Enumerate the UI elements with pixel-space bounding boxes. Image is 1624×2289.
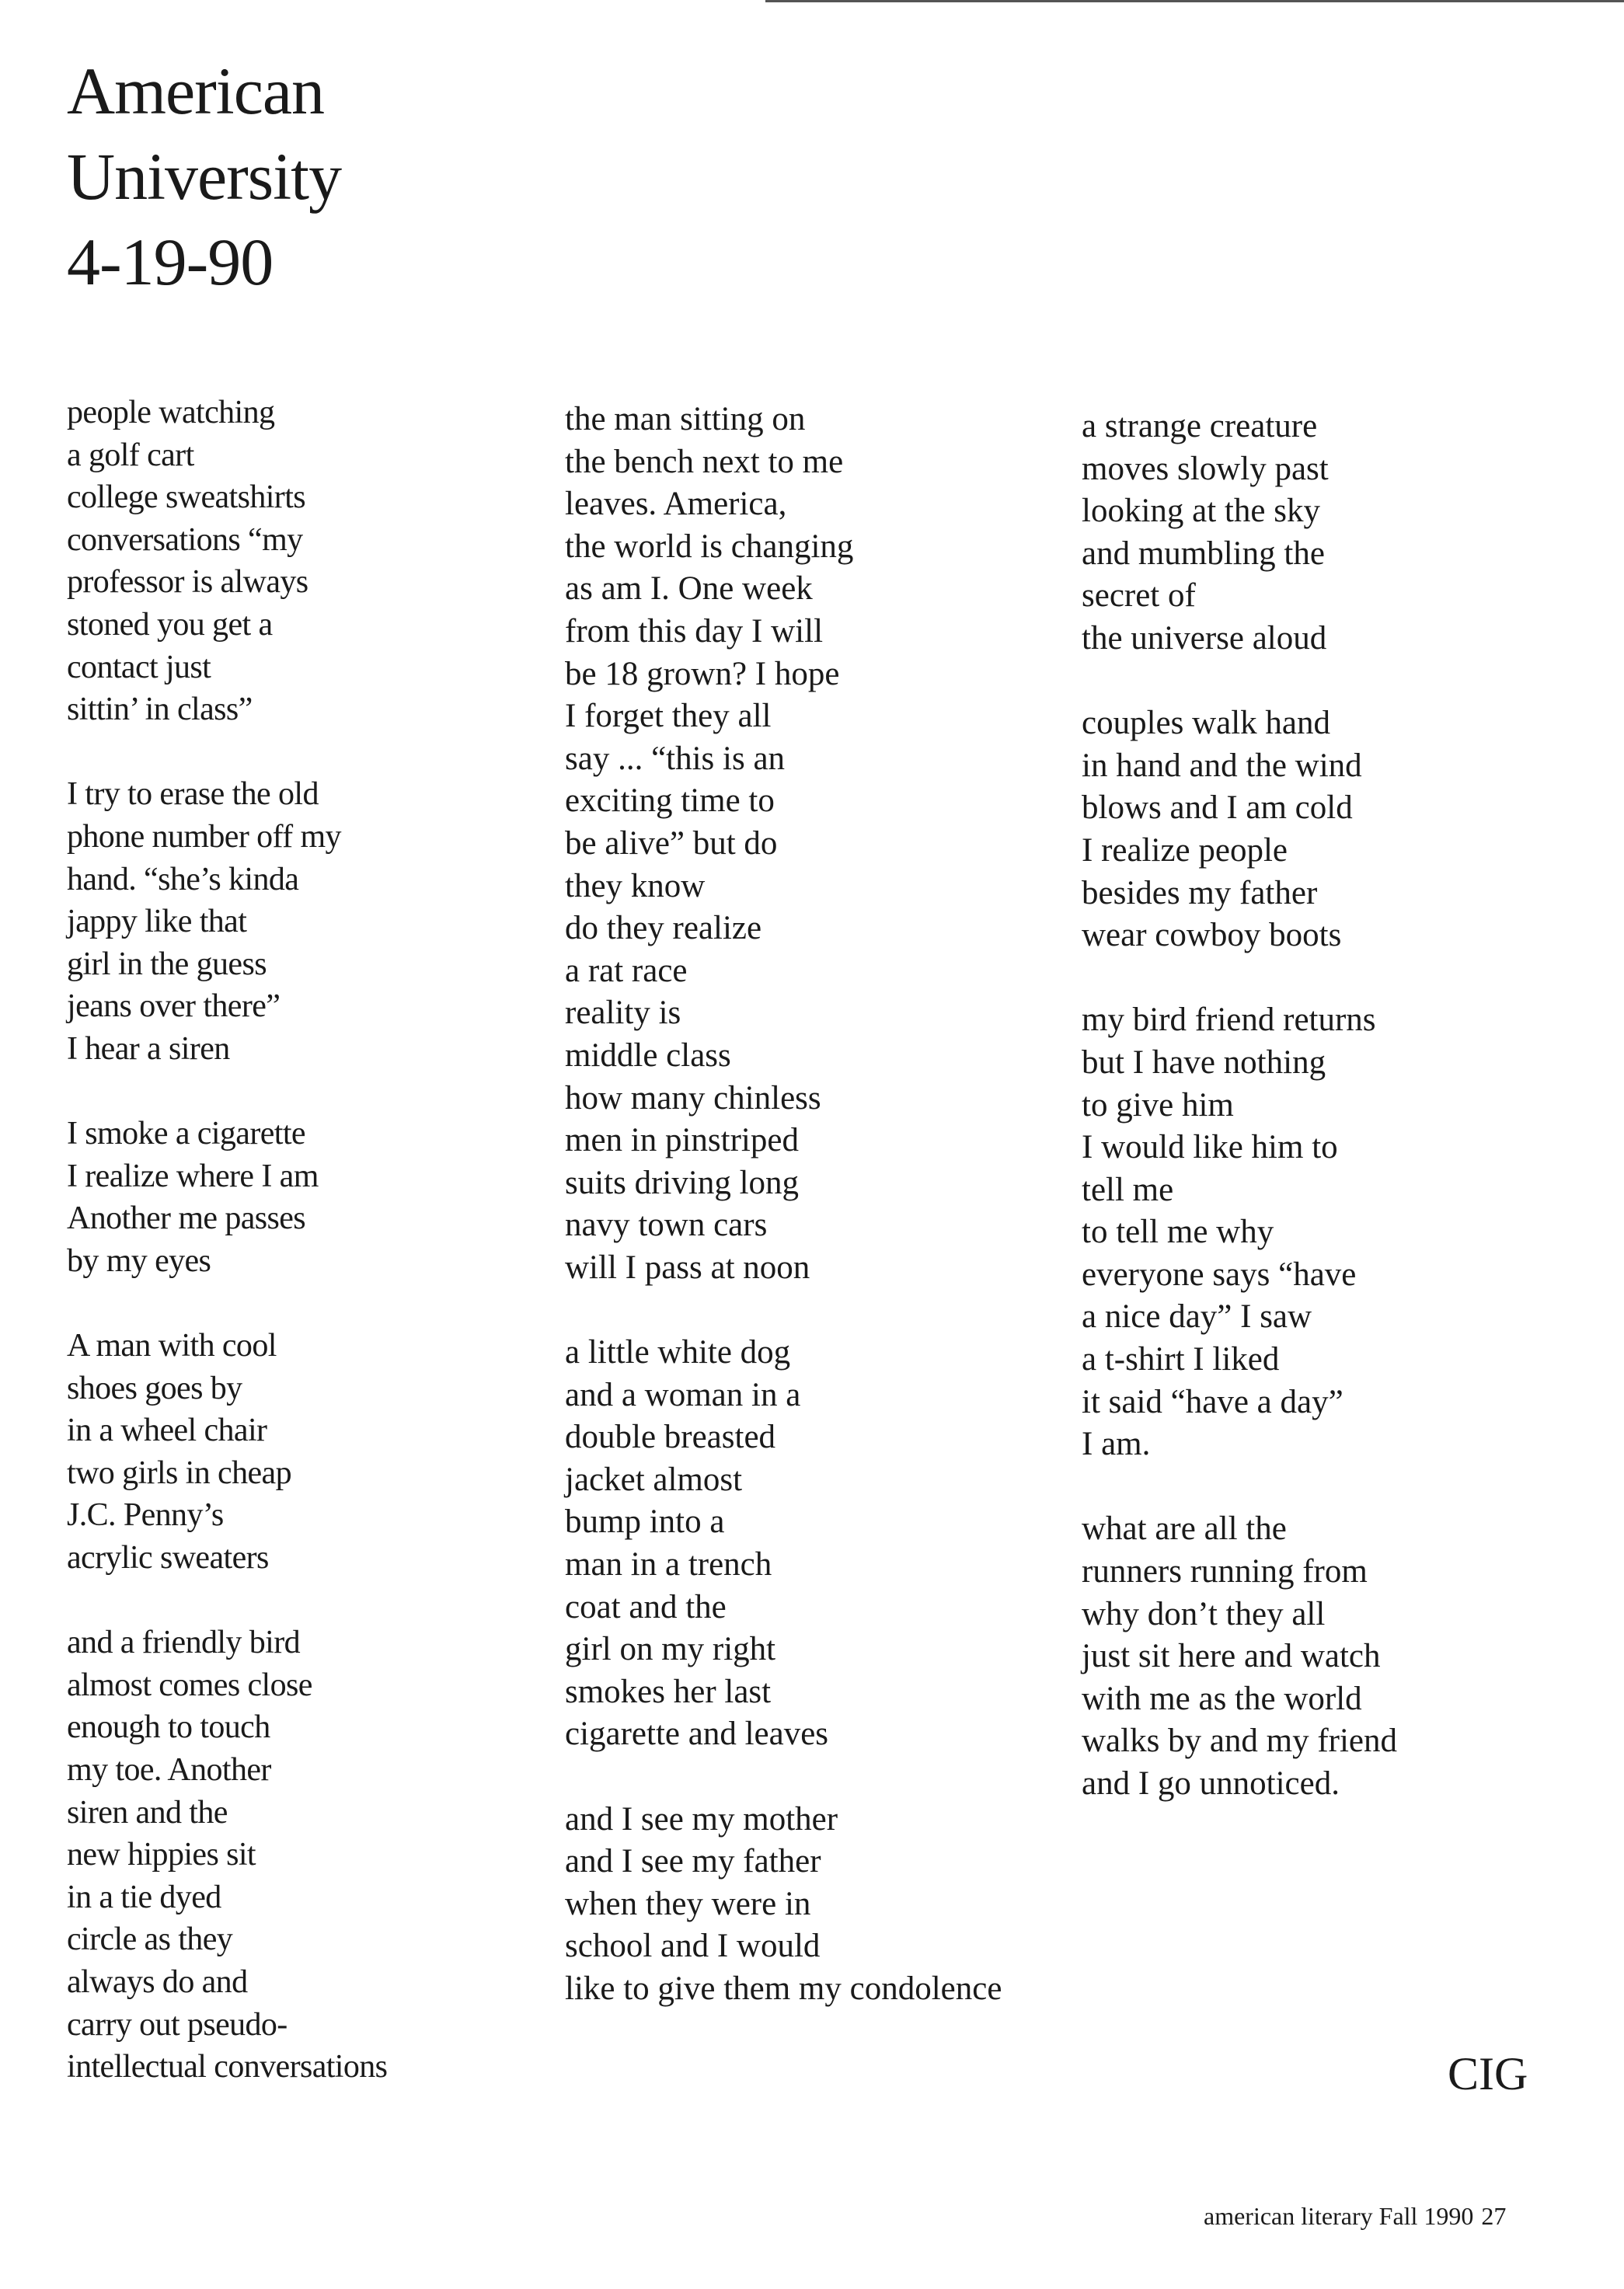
poem-line: A man with cool <box>67 1328 277 1364</box>
poem-line: I realize where I am <box>67 1158 319 1194</box>
poem-line: a strange creature <box>1082 408 1318 444</box>
poem-line: will I pass at noon <box>565 1249 810 1286</box>
poem-line: exciting time to <box>565 782 775 820</box>
poem-line: I smoke a cigarette <box>67 1116 305 1152</box>
poem-line: a nice day” I saw <box>1082 1298 1312 1336</box>
poem-line: almost comes close <box>67 1667 312 1703</box>
title-line: 4-19-90 <box>67 225 274 299</box>
poem-line: but I have nothing <box>1082 1043 1326 1081</box>
stanza-break <box>67 1071 387 1113</box>
poem-line: shoes goes by <box>67 1370 242 1406</box>
poem-line: in hand and the wind <box>1082 747 1362 784</box>
poem-line: I hear a siren <box>67 1030 230 1067</box>
poem-line: double breasted <box>565 1419 776 1456</box>
poem-line: a rat race <box>565 952 688 989</box>
poem-line: as am I. One week <box>565 570 813 608</box>
stanza-break <box>1082 660 1397 703</box>
poem-line: two girls in cheap <box>67 1455 291 1491</box>
poem-line: acrylic sweaters <box>67 1540 269 1577</box>
poem-line: I would like him to <box>1082 1129 1338 1166</box>
poem-line: walks by and my friend <box>1082 1723 1398 1760</box>
poem-line: looking at the sky <box>1082 493 1320 530</box>
stanza-break <box>565 1289 1002 1332</box>
poem-line: do they realize <box>565 910 762 947</box>
poem-line: and I see my father <box>565 1843 821 1880</box>
stanza-break <box>565 1756 1002 1799</box>
poem-line: school and I would <box>565 1928 821 1965</box>
poem-line: couples walk hand <box>1082 705 1331 742</box>
poem-line: my toe. Another <box>67 1752 271 1788</box>
poem-line: enough to touch <box>67 1709 270 1746</box>
poem-line: conversations “my <box>67 521 303 558</box>
poem-line: the bench next to me <box>565 443 844 480</box>
poem-line: I forget they all <box>565 698 772 735</box>
poem-column-3 <box>1082 406 1397 1806</box>
poem-line: coat and the <box>565 1588 727 1625</box>
poem-line: jeans over there” <box>67 988 281 1025</box>
poem-line: say ... “this is an <box>565 740 786 777</box>
issue-label: Fall 1990 <box>1378 2202 1474 2230</box>
poem-line: the man sitting on <box>565 401 806 437</box>
poem-line: contact just <box>67 649 211 685</box>
poem-line: man in a trench <box>565 1546 772 1583</box>
poem-line: I try to erase the old <box>67 776 319 813</box>
poem-line: with me as the world <box>1082 1680 1362 1717</box>
poem-line: siren and the <box>67 1794 228 1831</box>
poem-line: the universe aloud <box>1082 619 1327 657</box>
poem-column-2 <box>565 399 1002 2011</box>
poem-line: runners running from <box>1082 1553 1368 1590</box>
poem-line: college sweatshirts <box>67 479 306 516</box>
poem-line: everyone says “have <box>1082 1256 1357 1293</box>
poem-line: cigarette and leaves <box>565 1716 829 1753</box>
poem-line: how many chinless <box>565 1079 821 1117</box>
poem-line: always do and <box>67 1963 248 2000</box>
poem-line: people watching <box>67 395 275 430</box>
poem-line: secret of <box>1082 577 1196 615</box>
poem-line: and a friendly bird <box>67 1625 300 1661</box>
poem-line: stoned you get a <box>67 606 273 643</box>
poem-line: tell me <box>1082 1171 1174 1208</box>
title-line: University <box>67 139 342 214</box>
poem-line: men in pinstriped <box>565 1122 799 1159</box>
stanza-break <box>67 731 387 774</box>
poem-line: jacket almost <box>565 1461 743 1498</box>
publication-name: american literary <box>1204 2202 1373 2230</box>
poem-line: to tell me why <box>1082 1214 1274 1251</box>
poem-line: Another me passes <box>67 1200 306 1237</box>
poem-line: and a woman in a <box>565 1376 801 1413</box>
poem-line: sittin’ in class” <box>67 692 253 728</box>
poem-line: carry out pseudo- <box>67 2006 288 2043</box>
poem-line: just sit here and watch <box>1082 1638 1381 1675</box>
poem-line: I am. <box>1082 1426 1151 1463</box>
poem-line: like to give them my condolence <box>565 1970 1002 2007</box>
poem-line: a t-shirt I liked <box>1082 1341 1280 1378</box>
poem-line: girl on my right <box>565 1631 776 1668</box>
top-rule <box>765 0 1624 2</box>
poem-line: besides my father <box>1082 874 1318 911</box>
poem-line: navy town cars <box>565 1207 768 1244</box>
poem-line: by my eyes <box>67 1242 211 1279</box>
stanza-break <box>67 1282 387 1325</box>
poem-line: I realize people <box>1082 831 1288 869</box>
poem-line: bump into a <box>565 1503 725 1541</box>
poem-line: a golf cart <box>67 437 194 473</box>
poem-line: suits driving long <box>565 1164 800 1201</box>
poem-line: blows and I am cold <box>1082 789 1353 827</box>
poem-line: be alive” but do <box>565 824 778 862</box>
poem-line: to give him <box>1082 1086 1234 1124</box>
poem-line: circle as they <box>67 1921 233 1958</box>
poem-line: moves slowly past <box>1082 450 1329 487</box>
poem-line: J.C. Penny’s <box>67 1497 224 1534</box>
poem-line: be 18 grown? I hope <box>565 655 840 692</box>
poem-line: leaves. America, <box>565 486 787 523</box>
poem-line: in a tie dyed <box>67 1879 221 1915</box>
poem-line: the world is changing <box>565 528 854 565</box>
poem-line: from this day I will <box>565 612 824 650</box>
poem-line: a little white dog <box>565 1334 791 1371</box>
poem-line: and mumbling the <box>1082 535 1325 572</box>
poem-line: new hippies sit <box>67 1837 256 1873</box>
poem-line: when they were in <box>565 1885 811 1922</box>
title-line: American <box>67 54 325 128</box>
poem-line: hand. “she’s kinda <box>67 861 299 897</box>
poem-line: reality is <box>565 995 681 1032</box>
poem-line: jappy like that <box>67 904 247 940</box>
poem-column-1 <box>67 392 387 2089</box>
poem-line: middle class <box>565 1036 731 1074</box>
poem-line: girl in the guess <box>67 946 267 982</box>
poem-line: in a wheel chair <box>67 1413 267 1449</box>
poem-title <box>67 48 341 305</box>
poem-line: it said “have a day” <box>1082 1383 1343 1420</box>
poem-line: and I go unnoticed. <box>1082 1765 1340 1802</box>
poem-line: professor is always <box>67 564 308 601</box>
stanza-break <box>1082 1466 1397 1509</box>
poem-line: my bird friend returns <box>1082 1002 1376 1039</box>
poem-line: what are all the <box>1082 1510 1287 1548</box>
stanza-break <box>67 1580 387 1622</box>
poem-line: they know <box>565 867 706 904</box>
poem-line: and I see my mother <box>565 1800 838 1838</box>
poem-line: why don’t they all <box>1082 1595 1326 1632</box>
poem-line: phone number off my <box>67 818 341 855</box>
author-signature: CIG <box>1448 2048 1528 2099</box>
poem-line: smokes her last <box>565 1673 772 1710</box>
stanza-break <box>1082 957 1397 1000</box>
page-footer <box>1204 2200 1506 2232</box>
poem-line: wear cowboy boots <box>1082 917 1342 954</box>
page-number: 27 <box>1481 2202 1507 2230</box>
poem-line: intellectual conversations <box>67 2049 388 2085</box>
